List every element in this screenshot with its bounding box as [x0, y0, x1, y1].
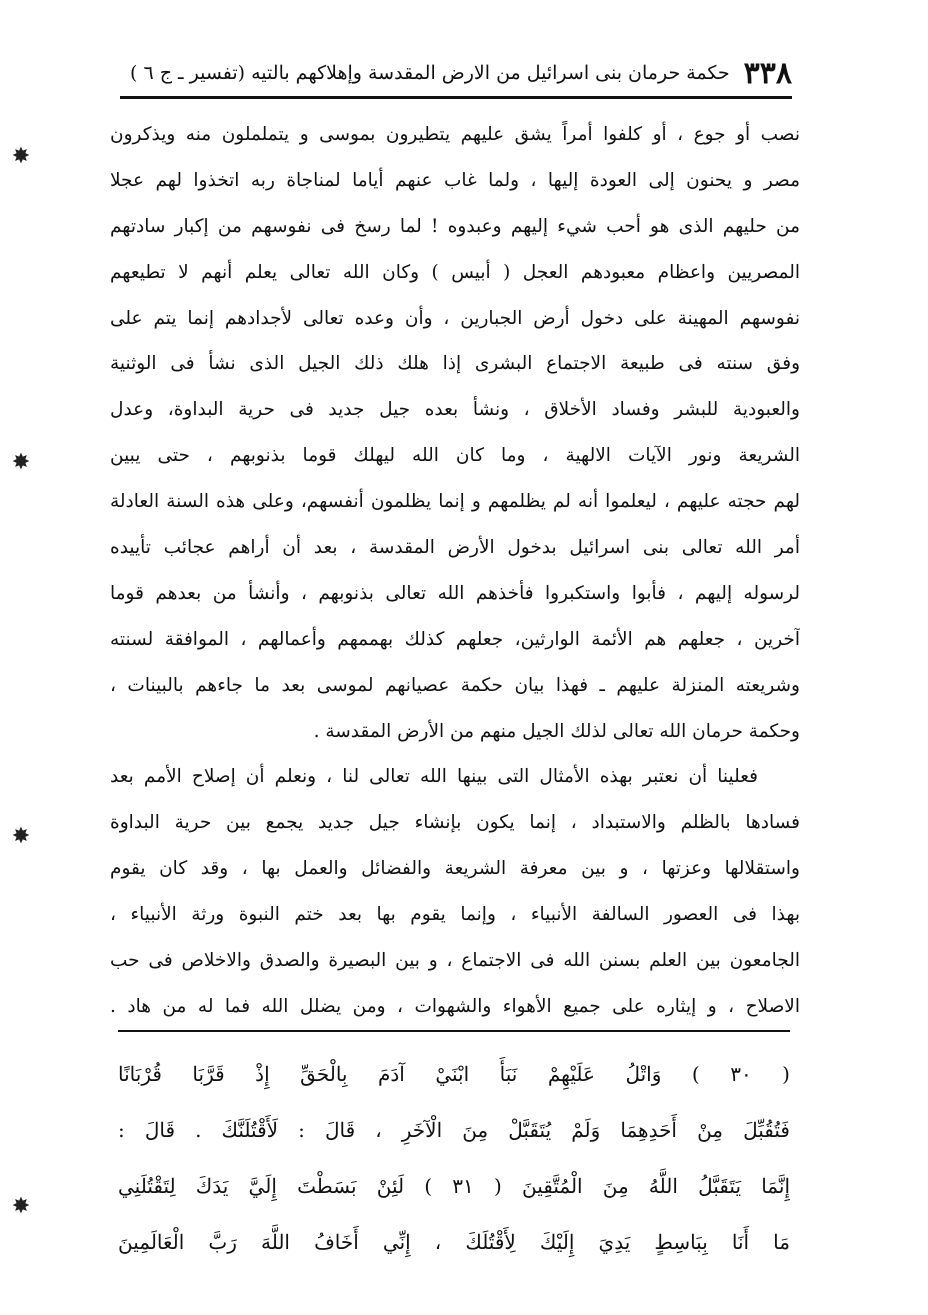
text-line: أمر الله تعالى بنى اسرائيل بدخول الأرض المقدسة ، بعد أن أراهم عجائب تأييده: [110, 537, 800, 559]
verse-line: مَا أَنَا بِبَاسِطٍ يَدِيَ إِلَيْكَ لِأَقْتُلَكَ ، إِنِّي أَخَافُ اللَّهَ رَبَّ الْعَالَمِينَ: [118, 1230, 790, 1254]
text-line: الجامعون بين العلم بسنن الله فى الاجتماع ، و بين البصيرة والصدق والاخلاص فى حب: [110, 950, 800, 972]
text-line: فعلينا أن نعتبر بهذه الأمثال التى بينها الله تعالى لنا ، ونعلم أن إصلاح الأمم بعد: [110, 766, 758, 788]
verse-line: إِنَّمَا يَتَقَبَّلُ اللَّهُ مِنَ الْمُتَّقِينَ ( ٣١ ) لَئِنْ بَسَطْتَ إِلَيَّ يَدَكَ لِتَقْتُلَنِي: [118, 1174, 790, 1198]
margin-ornament-icon: ✸: [11, 144, 31, 169]
running-title: حكمة حرمان بنى اسرائيل من الارض المقدسة وإهلاكهم بالتيه (تفسير ـ ج ٦ ): [129, 62, 730, 84]
text-line: وشريعته المنزلة عليهم ـ فهذا بيان حكمة عصيانهم لموسى بعد ما جاءهم بالبينات ،: [110, 674, 800, 696]
verse-line: ( ٣٠ ) وَاتْلُ عَلَيْهِمْ نَبَأَ ابْنَيْ آدَمَ بِالْحَقِّ إِذْ قَرَّبَا قُرْبَانًا: [118, 1062, 790, 1086]
text-line: المصريين واعظام معبودهم العجل ( أبيس ) وكان الله تعالى يعلم أنهم لا تطيعهم: [110, 261, 800, 283]
text-line: لهم حجته عليهم ، ليعلموا أنه لم يظلمهم و إنما يظلمون أنفسهم، وعلى هذه السنة العادلة: [110, 491, 800, 513]
text-line: لرسوله إليهم ، فأبوا واستكبروا فأخذهم الله تعالى بذنوبهم ، وأنشأ من بعدهم قوما: [110, 582, 800, 604]
text-line: مصر و يحنون إلى العودة إليها ، ولما غاب عنهم أياما لمناجاة ربه اتخذوا لهم عجلا: [110, 169, 800, 191]
quran-verses: [118, 1046, 790, 1270]
text-line: بهذا فى العصور السالفة الأنبياء ، وإنما يقوم بها بعد ختم النبوة ورثة الأنبياء ،: [110, 904, 800, 926]
commentary-text: [110, 112, 800, 1030]
text-line: نصب أو جوع ، أو كلفوا أمراً يشق عليهم يتطيرون بموسى و يتململون منه ويذكرون: [110, 124, 800, 145]
text-line: نفوسهم المهينة على دخول أرض الجبارين ، وأن وعده تعالى لأجدادهم إنما يتم على: [110, 307, 800, 329]
margin-ornament-icon: ✸: [11, 450, 31, 475]
text-line: وحكمة حرمان الله تعالى لذلك الجيل منهم من الأرض المقدسة .: [313, 720, 800, 742]
text-line: الاصلاح ، و إيثاره على جميع الأهواء والشهوات ، ومن يضلل الله فما له من هاد .: [110, 995, 800, 1017]
text-line: فسادها بالظلم والاستبداد ، إنما يكون بإنشاء جيل جديد يجمع بين حرية البداوة: [110, 812, 800, 834]
text-line: والعبودية للبشر وفساد الأخلاق ، ونشأ بعده جيل جديد فى حرية البداوة، وعدل: [110, 399, 800, 421]
margin-ornament-icon: ✸: [11, 824, 31, 849]
text-line: من حليهم الذى هو أحب شيء إليهم وعبدوه ! لما رسخ فى نفوسهم من إكبار سادتهم: [110, 215, 800, 237]
margin-ornament-icon: ✸: [11, 1194, 31, 1219]
page-number: ٣٣٨: [743, 55, 792, 91]
page-header: [120, 50, 792, 99]
text-line: الشريعة ونور الآيات الالهية ، وما كان الله ليهلك قوما بذنوبهم ، حتى يبين: [110, 445, 800, 467]
section-divider: [118, 1030, 790, 1032]
text-line: واستقلالها وعزتها ، و بين معرفة الشريعة والفضائل والعمل بها ، وقد كان يقوم: [110, 858, 800, 880]
text-line: وفق سنته فى طبيعة الاجتماع البشرى إذا هلك ذلك الجيل الذى نشأ فى الوثنية: [110, 353, 800, 375]
text-line: آخرين ، جعلهم هم الأئمة الوارثين، جعلهم كذلك بهممهم وأعمالهم ، الموافقة لسنته: [110, 628, 800, 650]
verse-line: فَتُقُبِّلَ مِنْ أَحَدِهِمَا وَلَمْ يُتَقَبَّلْ مِنَ الْآخَرِ ، قَالَ : لَأَقْتُلَنَّكَ . قَالَ :: [118, 1118, 790, 1142]
